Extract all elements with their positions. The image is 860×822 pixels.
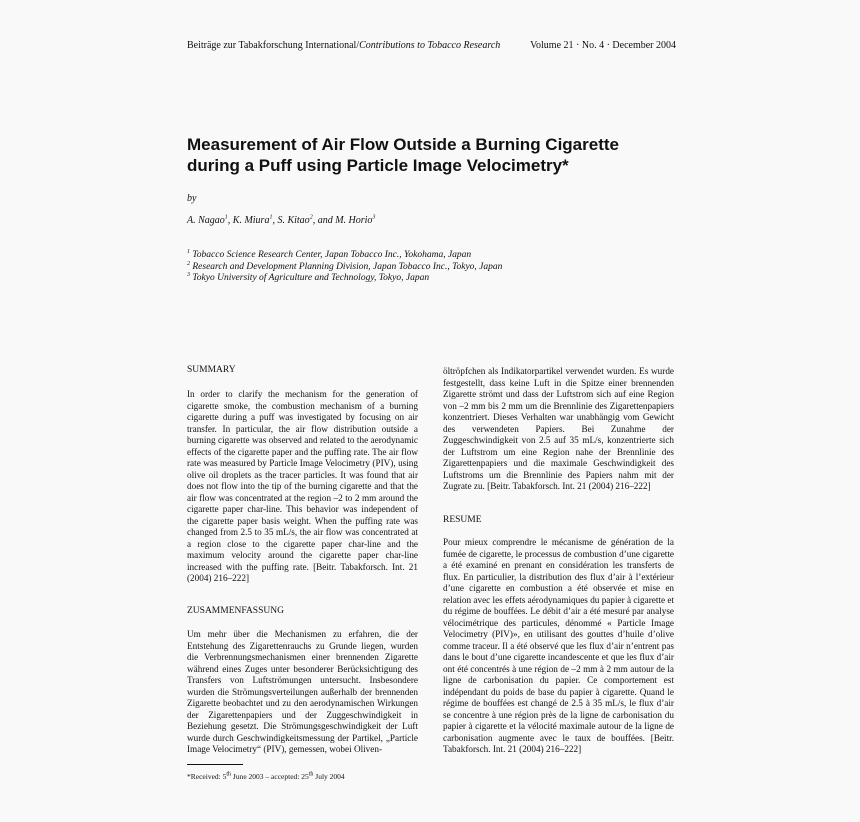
footnote-sup: th [226,771,232,778]
title-line-1: Measurement of Air Flow Outside a Burning Cigarette [187,135,619,154]
footnote-end: July 2004 [313,772,345,781]
affiliation [187,250,502,262]
zusammenfassung-heading: ZUSAMMENFASSUNG [187,606,284,616]
author-affil-sup: 2 [309,214,313,221]
footnote-rule [187,764,243,765]
footnote-sup: th [308,771,314,778]
author-affil-sup: 1 [269,214,273,221]
author-sep: , [227,215,233,226]
journal-name-en: Contributions to Tobacco Research [359,40,501,51]
zusammenfassung-continued [443,366,674,493]
summary-text: In order to clarify the mechanism for the generation of cigarette smoke, the combustion mechanism of a burning cigarette during a puff was investigated by focusing on air transfer. In particular, the air flow distribution outside a burning cigarette was observed and related to the aerodynamic effects of the cigarette paper and the puffing rate. The air flow rate was measured by Particle Image Velocimetry (PIV), using olive oil droplets as the tracer particles. It was found that air does not flow into the tip of the burning cigarette and that the air flow was concentrated at the region –2 to 2 mm around the cigarette paper char-line. This behavior was independent of the cigarette paper basis weight. When the puffing rate was changed from 2.5 to 35 mL/s, the air flow was concentrated at a region close to the cigarette paper char-line and the maximum velocity around the cigarette paper char-line increased with the puffing rate. [Beitr. Tabakforsch. Int. 21 (2004) 216–222] [187,389,418,583]
footnote-accepted: June 2003 – accepted: 25 [231,772,309,781]
zusammenfassung-cont-text: öltröpfchen als Indikatorpartikel verwendet wurden. Es wurde festgestellt, dass keine Luft in die Spitze einer brennenden Zigarette strömt und dass der Luftstrom sich auf eine Region von –2 mm bis 2 mm um die Brennlinie des Zigarettenpapiers konzentriert. Dieses Verhalten war unabhängig vom Gewicht des verwendeten Papiers. Bei Zunahme der Zuggeschwindigkeit von 2.5 auf 35 mL/s, konzentrierte sich der Luftstrom um eine Region nahe der Brennlinie des Zigarettenpapiers und die maximale Geschwindigkeit des Luftstroms um die Brennlinie des Papiers nahm mit der Zugrate zu. [Beitr. Tabakforsch. Int. 21 (2004) 216–222] [443,366,674,491]
summary-body [187,389,418,585]
author-sep: , [272,215,278,226]
zusammenfassung-text: Um mehr über die Mechanismen zu erfahren, die der Entstehung des Zigarettenrauchs zu Grunde liegen, wurden die Verbrennungsmechanismen einer brennenden Zigarette während eines Zuges unter besonderer Berücksichtigung des Transfers von Luftströmungen untersucht. Insbesondere wurden die Strömungsverteilungen außerhalb der brennenden Zigarette beobachtet und zu den aerodynamischen Wirkungen der Zigarettenpapiers und der Zuggeschwindigkeit in Beziehung gesetzt. Die Strömungsgeschwindigkeit der Luft wurde durch Geschwindigkeitsmessung der Partikel, „Particle Image Velocimetry“ (PIV), gemessen, wobei Oliven- [187,629,418,754]
resume-heading: RESUME [443,515,482,525]
author-name: A. Nagao [187,215,225,226]
paper-title [187,134,707,176]
affiliation-sup: 3 [187,272,190,279]
issue-info: Volume 21 · No. 4 · December 2004 [530,40,676,51]
author-name: K. Miura [232,215,270,226]
affiliation-text: Tokyo University of Agriculture and Technology, Tokyo, Japan [192,273,430,284]
affiliation-sup: 2 [187,260,190,267]
affiliation-text: Research and Development Planning Division, Japan Tobacco Inc., Tokyo, Japan [192,261,503,272]
resume-body [443,537,674,756]
footnote [187,772,345,781]
author-sep: , and [312,215,336,226]
author-affil-sup: 1 [224,214,228,221]
footnote-received: *Received: 5 [187,772,227,781]
zusammenfassung-body [187,629,418,756]
author-affil-sup: 3 [372,214,376,221]
affiliation-text: Tobacco Science Research Center, Japan Tobacco Inc., Yokohama, Japan [192,250,472,260]
running-head [187,40,676,51]
by-line: by [187,193,197,204]
affiliations [187,250,502,285]
author-list [187,215,375,226]
journal-name-de: Beiträge zur Tabakforschung International/ [187,40,360,51]
affiliation [187,273,502,285]
summary-heading: SUMMARY [187,365,236,375]
title-line-2: during a Puff using Particle Image Velocimetry* [187,156,569,175]
author-name: M. Horio [335,215,373,226]
affiliation-sup: 1 [187,248,190,255]
author-name: S. Kitao [277,215,310,226]
journal-name [187,40,500,51]
affiliation [187,262,502,274]
resume-text: Pour mieux comprendre le mécanisme de génération de la fumée de cigarette, le processus de combustion d’une cigarette a été examiné en prenant en considération les transferts de flux. En particulier, la distribution des flux d’air à l’extérieur d’une cigarette en combustion a été observée et mise en relation avec les effets aérodynamiques du papier à cigarette et du régime de bouffées. Le débit d’air a été mesuré par analyse vélocimétrique des particules, dénommé « Particle Image Velocimetry (PIV)», en utilisant des gouttes d’huile d’olive comme traceur. Il a été observé que les flux d’air n’entrent pas dans le bout d’une cigarette incandescente et que les flux d’air ont été concentrés à une région de –2 mm à 2 mm autour de la ligne de carbonisation du papier. Ce comportement est indépendant du poids de base du papier à cigarette. Quand le régime de bouffées est changé de 2.5 à 35 mL/s, le flux d’air se concentre à une région près de la ligne de carbonisation du papier à cigarette et la vélocité maximale autour de la ligne de carbonisation augmente avec le taux de bouffées. [Beitr. Tabakforsch. Int. 21 (2004) 216–222] [443,537,674,754]
